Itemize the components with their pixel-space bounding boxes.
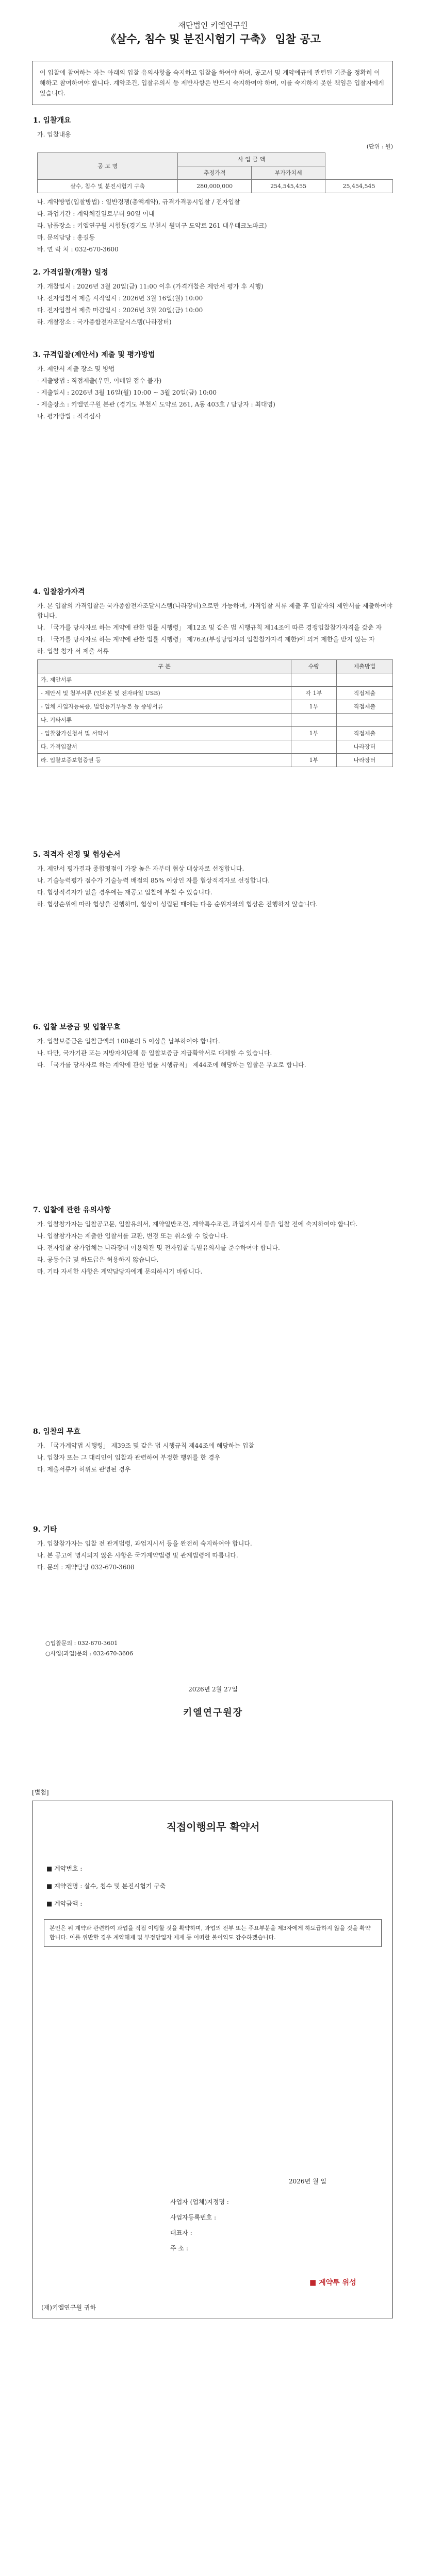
line: 가. 제안서 제출 장소 및 방법 xyxy=(37,365,115,372)
th-vat: 부가가치세 xyxy=(252,166,325,180)
cell-total: 280,000,000 xyxy=(178,180,252,193)
line: 나. 계약방법(입찰방법) : 일반경쟁(총액계약), 규격가격동시입찰 / 전자입찰 xyxy=(37,198,240,206)
line: 바. 연 락 처 : 032-670-3600 xyxy=(37,246,119,253)
section-9-title: 9. 기타 xyxy=(33,1526,57,1534)
field-contract-amount: ■ 계약금액 : xyxy=(46,1900,83,1907)
line: 나. 기술능력평가 점수가 기술능력 배점의 85% 이상인 자를 협상적격자로 선정합니다. xyxy=(37,877,270,884)
documents-table xyxy=(37,659,393,767)
sign-bizno: 사업자등록번호 : xyxy=(170,2214,217,2221)
line: 나. 전자입찰서 제출 시작일시 : 2026년 3월 16일(월) 10:00 xyxy=(37,295,203,302)
logo-mark xyxy=(309,2277,356,2287)
cell: 직접제출 xyxy=(336,700,392,714)
notice-date: 2026년 2월 27일 xyxy=(188,1686,238,1693)
line: - 제출방법 : 직접제출(우편, 이메일 접수 불가) xyxy=(37,377,162,384)
line: 가. 개찰일시 : 2026년 3월 20일(금) 11:00 이후 (가격개찰은 제안서 평가 후 시행) xyxy=(37,283,264,290)
annex-body: 본인은 위 계약과 관련하여 과업을 직접 이행할 것을 확약하며, 과업의 전부 또는 주요부분을 제3자에게 하도급하지 않을 것을 확약합니다. 이를 위반할 경우 계약해제 및 부정당업자 제재 등 어떠한 불이익도 감수하겠습니다. xyxy=(44,1919,382,1947)
line: 나. 평가방법 : 적격심사 xyxy=(37,413,101,420)
cell: 직접제출 xyxy=(336,727,392,740)
line: 다. 문의 : 계약담당 032-670-3608 xyxy=(37,1564,135,1571)
th-method: 제출방법 xyxy=(336,660,392,673)
line: 가. 입찰참가자는 입찰 전 관계법령, 과업지시서 등을 완전히 숙지하여야 합니다. xyxy=(37,1540,252,1547)
line: 다. 「국가를 당사자로 하는 계약에 관한 법률 시행령」 제76조(부정당업자의 입찰참가자격 제한)에 의거 제한을 받지 않는 자 xyxy=(37,636,375,643)
line: 라. 공동수급 및 하도급은 허용하지 않습니다. xyxy=(37,1256,159,1263)
section-5-title: 5. 적격자 선정 및 협상순서 xyxy=(33,851,121,859)
cell: - 제안서 및 첨부서류 (인쇄본 및 전자파일 USB) xyxy=(38,687,291,700)
cell xyxy=(291,714,336,727)
budget-table xyxy=(37,152,393,193)
th-name: 공 고 명 xyxy=(38,153,178,180)
line: 다. 전자입찰서 제출 마감일시 : 2026년 3월 20일(금) 10:00 xyxy=(37,307,203,314)
section-7 xyxy=(33,1206,393,1279)
section-9 xyxy=(33,1525,393,1574)
section-1-item: 가. 입찰내용 xyxy=(37,131,71,138)
field-contract-number: ■ 계약번호 : xyxy=(46,1865,83,1872)
cell: 나라장터 xyxy=(336,740,392,754)
th-qty: 수량 xyxy=(291,660,336,673)
table-row xyxy=(38,714,393,727)
line: 가. 「국가계약법 시행령」 제39조 및 같은 법 시행규칙 제44조에 해당하는 입찰 xyxy=(37,1442,255,1449)
cell: 1부 xyxy=(291,754,336,767)
line: 다. 「국가를 당사자로 하는 계약에 관한 법률 시행규칙」 제44조에 해당하는 입찰은 무효로 합니다. xyxy=(37,1061,306,1069)
line: 나. 본 공고에 명시되지 않은 사항은 국가계약법령 및 관계법령에 따릅니다. xyxy=(37,1552,238,1559)
field-contract-name: ■ 계약건명 : 살수, 침수 및 분진시험기 구축 xyxy=(46,1883,166,1890)
line: 다. 전자입찰 참가업체는 나라장터 이용약관 및 전자입찰 특별유의서를 준수하여야 합니다. xyxy=(37,1244,280,1251)
section-5 xyxy=(33,850,393,911)
table-row xyxy=(38,673,393,687)
line: 나. 「국가를 당사자로 하는 계약에 관한 법률 시행령」 제12조 및 같은 법 시행규칙 제14조에 따른 경쟁입찰참가자격을 갖춘 자 xyxy=(37,624,382,631)
intro-box: 이 입찰에 참여하는 자는 아래의 입찰 유의사항을 숙지하고 입찰을 하여야 하며, 공고서 및 계약예규에 관련된 기준을 정확히 이해하고 참여하여야 합니다. 계약조건, 입찰유의서 등 제반사항은 반드시 숙지하여야 하며, 이를 숙지하지 못한 책임은 입찰자에게 있습니다. xyxy=(32,61,393,105)
cell: 나. 기타서류 xyxy=(38,714,291,727)
signer-name: 키엘연구원장 xyxy=(183,1707,243,1718)
line: 라. 납품장소 : 키엘연구원 시험동(경기도 부천시 원미구 도약로 261 대우테크노파크) xyxy=(37,222,267,229)
cell: - 업체 사업자등록증, 법인등기부등본 등 증빙서류 xyxy=(38,700,291,714)
line: 다. 협상적격자가 없을 경우에는 재공고 입찰에 부칠 수 있습니다. xyxy=(37,889,212,896)
annex-fields xyxy=(46,1860,166,1912)
table-row xyxy=(38,754,393,767)
cell: 다. 가격입찰서 xyxy=(38,740,291,754)
cell: 가. 제안서류 xyxy=(38,673,291,687)
cell: 1부 xyxy=(291,727,336,740)
line: 나. 다만, 국가기관 또는 지방자치단체 등 입찰보증금 지급확약서로 대체할 수 있습니다. xyxy=(37,1049,272,1057)
sign-date: 2026년 월 일 xyxy=(289,2178,326,2185)
section-1 xyxy=(33,116,393,257)
line: 가. 입찰참가자는 입찰공고문, 입찰유의서, 계약일반조건, 계약특수조건, 과업지시서 등을 입찰 전에 숙지하여야 합니다. xyxy=(37,1221,358,1228)
section-2-title: 2. 가격입찰(개찰) 일정 xyxy=(33,268,108,277)
cell: 각 1부 xyxy=(291,687,336,700)
sign-address: 주 소 : xyxy=(170,2245,188,2252)
line: 라. 협상순위에 따라 협상을 진행하며, 협상이 성립된 때에는 다음 순위자와의 협상은 진행하지 않습니다. xyxy=(37,901,318,908)
cell xyxy=(336,673,392,687)
cell xyxy=(291,740,336,754)
section-8-title: 8. 입찰의 무효 xyxy=(33,1428,80,1436)
contact-line: ○사업(과업)문의 : 032-670-3606 xyxy=(45,1650,134,1657)
th-category: 구 분 xyxy=(38,660,291,673)
line: 다. 과업기간 : 계약체결일로부터 90일 이내 xyxy=(37,210,155,217)
cell: 직접제출 xyxy=(336,687,392,700)
line: - 제출일시 : 2026년 3월 16일(월) 10:00 ~ 3월 20일(금) 10:00 xyxy=(37,389,217,396)
unit-label: (단위 : 원) xyxy=(366,143,393,150)
line: 나. 입찰자 또는 그 대리인이 입찰과 관련하여 부정한 행위를 한 경우 xyxy=(37,1454,220,1461)
logo-text: 계약투 위성 xyxy=(319,2279,356,2287)
notice-title: 《살수, 침수 및 분진시험기 구축》 입찰 공고 xyxy=(105,32,321,45)
cell: - 입찰참가신청서 및 서약서 xyxy=(38,727,291,740)
line: 마. 문의담당 : 홍길동 xyxy=(37,234,95,241)
line: 마. 기타 자세한 사항은 계약담당자에게 문의하시기 바랍니다. xyxy=(37,1268,203,1275)
section-7-title: 7. 입찰에 관한 유의사항 xyxy=(33,1206,111,1214)
org-name: 재단법인 키엘연구원 xyxy=(178,21,248,30)
table-row xyxy=(38,700,393,714)
section-4-title: 4. 입찰참가자격 xyxy=(33,588,85,596)
cell xyxy=(291,673,336,687)
line: 다. 제출서류가 허위로 판명된 경우 xyxy=(37,1466,131,1473)
line: 라. 개찰장소 : 국가종합전자조달시스템(나라장터) xyxy=(37,318,172,326)
th-estimate: 추정가격 xyxy=(178,166,252,180)
table-row xyxy=(38,180,393,193)
logo-icon: ■ xyxy=(309,2279,317,2287)
cell-estimate: 254,545,455 xyxy=(252,180,325,193)
contact-line: ○입찰문의 : 032-670-3601 xyxy=(45,1640,118,1647)
sign-ceo: 대표자 : xyxy=(170,2229,192,2236)
section-3-title: 3. 규격입찰(제안서) 제출 및 평가방법 xyxy=(33,351,155,359)
section-2 xyxy=(33,268,393,329)
line: 가. 본 입찰의 가격입찰은 국가종합전자조달시스템(나라장터)으로만 가능하며, 가격입찰 서류 제출 후 입찰자의 제안서를 제출하여야 합니다. xyxy=(37,602,392,619)
table-row xyxy=(38,687,393,700)
line: 나. 입찰참가자는 제출한 입찰서를 교환, 변경 또는 취소할 수 없습니다. xyxy=(37,1232,228,1240)
th-amount: 사 업 금 액 xyxy=(178,153,325,166)
sign-company: 사업자 (업체)지정명 : xyxy=(170,2198,229,2206)
cell-vat: 25,454,545 xyxy=(325,180,393,193)
line: 라. 입찰 참가 서 제출 서류 xyxy=(37,648,109,655)
line: - 제출장소 : 키엘연구원 본관 (경기도 부천시 도약로 261, A동 403호 / 담당자 : 최대영) xyxy=(37,401,275,408)
line: 가. 제안서 평가결과 종합평점이 가장 높은 자부터 협상 대상자로 선정합니다. xyxy=(37,865,244,872)
cell: 1부 xyxy=(291,700,336,714)
section-6 xyxy=(33,1023,393,1072)
section-8 xyxy=(33,1427,393,1477)
cell: 나라장터 xyxy=(336,754,392,767)
section-4 xyxy=(33,587,393,767)
section-6-title: 6. 입찰 보증금 및 입찰무효 xyxy=(33,1023,121,1031)
section-1-title: 1. 입찰개요 xyxy=(33,116,71,125)
contact-block xyxy=(45,1638,133,1659)
addressee: (재)키엘연구원 귀하 xyxy=(41,2304,96,2311)
cell-name: 살수, 침수 및 분진시험기 구축 xyxy=(38,180,178,193)
annex-label: [별첨] xyxy=(32,1789,49,1796)
cell: 라. 입찰보증보험증권 등 xyxy=(38,754,291,767)
annex-title: 직접이행의무 확약서 xyxy=(166,1821,260,1833)
section-3 xyxy=(33,350,393,423)
table-row xyxy=(38,740,393,754)
line: 가. 입찰보증금은 입찰금액의 100분의 5 이상을 납부하여야 합니다. xyxy=(37,1038,220,1045)
cell xyxy=(336,714,392,727)
table-row xyxy=(38,727,393,740)
